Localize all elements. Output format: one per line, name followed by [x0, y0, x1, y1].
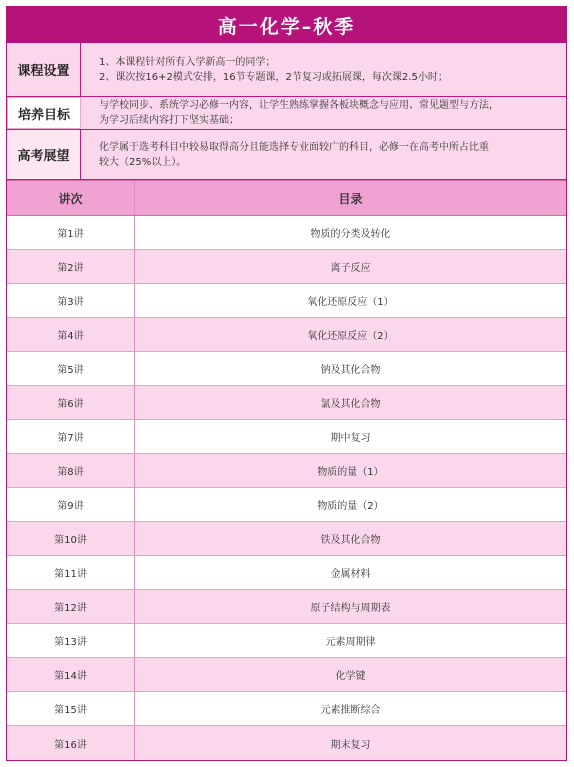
- lesson-number: 第3讲: [7, 284, 135, 317]
- info-label: 课程设置: [7, 43, 81, 96]
- lesson-topic: 原子结构与周期表: [310, 603, 391, 614]
- lesson-topic: 离子反应: [330, 263, 371, 274]
- table-row: [7, 352, 566, 386]
- table-row: [7, 454, 566, 488]
- info-block-outlook: [7, 130, 566, 180]
- lesson-topic: 氯及其化合物: [320, 399, 381, 410]
- lesson-number: 第14讲: [7, 658, 135, 691]
- lesson-number: 第9讲: [7, 488, 135, 521]
- lesson-topic: 元素周期律: [325, 637, 376, 648]
- lesson-table: [7, 216, 566, 760]
- table-row: [7, 692, 566, 726]
- table-row: [7, 556, 566, 590]
- table-row: [7, 658, 566, 692]
- table-row: [7, 726, 566, 760]
- lesson-topic: 物质的量（1）: [317, 467, 384, 478]
- lesson-topic: 铁及其化合物: [320, 535, 381, 546]
- table-header: [7, 180, 566, 216]
- lesson-topic: 期中复习: [330, 433, 371, 444]
- lesson-number: 第8讲: [7, 454, 135, 487]
- lesson-topic: 化学键: [335, 671, 366, 682]
- lesson-topic: 钠及其化合物: [320, 365, 381, 376]
- table-row: [7, 386, 566, 420]
- lesson-number: 第2讲: [7, 250, 135, 283]
- course-sheet: [6, 6, 567, 761]
- table-row: [7, 420, 566, 454]
- column-header-contents: 目录: [338, 191, 363, 206]
- lesson-number: 第11讲: [7, 556, 135, 589]
- table-row: [7, 216, 566, 250]
- lesson-topic: 氧化还原反应（2）: [307, 331, 394, 342]
- info-line: 化学属于选考科目中较易取得高分且能选择专业面较广的科目，必修一在高考中所占比重: [99, 141, 489, 153]
- info-line: 1、本课程针对所有入学新高一的同学；: [99, 56, 276, 68]
- info-label: 培养目标: [7, 97, 81, 129]
- lesson-number: 第13讲: [7, 624, 135, 657]
- info-block-course-setup: [7, 43, 566, 97]
- lesson-number: 第6讲: [7, 386, 135, 419]
- lesson-number: 第10讲: [7, 522, 135, 555]
- info-line: 2、课次按16+2模式安排，16节专题课，2节复习或拓展课，每次课2.5小时；: [99, 71, 448, 83]
- lesson-number: 第1讲: [7, 216, 135, 249]
- table-row: [7, 284, 566, 318]
- info-text: [81, 130, 566, 179]
- lesson-number: 第16讲: [7, 726, 135, 760]
- info-line: 为学习后续内容打下坚实基础；: [99, 115, 239, 126]
- table-row: [7, 522, 566, 556]
- table-row: [7, 624, 566, 658]
- lesson-topic: 金属材料: [330, 569, 371, 580]
- table-row: [7, 488, 566, 522]
- lesson-topic: 期末复习: [330, 739, 371, 751]
- lesson-topic: 元素推断综合: [320, 705, 381, 716]
- lesson-number: 第5讲: [7, 352, 135, 385]
- lesson-number: 第15讲: [7, 692, 135, 725]
- info-block-goal: [7, 97, 566, 130]
- info-line: 与学校同步、系统学习必修一内容，让学生熟练掌握各板块概念与应用、常见题型与方法，: [99, 100, 499, 111]
- lesson-number: 第4讲: [7, 318, 135, 351]
- lesson-topic: 物质的量（2）: [317, 501, 384, 512]
- lesson-number: 第12讲: [7, 590, 135, 623]
- table-row: [7, 590, 566, 624]
- table-row: [7, 318, 566, 352]
- info-text: [81, 97, 566, 129]
- page-title: 高一化学–秋季: [7, 7, 566, 43]
- column-header-lesson: 讲次: [7, 181, 135, 215]
- lesson-topic: 氧化还原反应（1）: [307, 297, 394, 308]
- lesson-number: 第7讲: [7, 420, 135, 453]
- info-text: [81, 43, 566, 96]
- table-row: [7, 250, 566, 284]
- info-label: 高考展望: [7, 130, 81, 179]
- lesson-topic: 物质的分类及转化: [310, 229, 391, 240]
- info-line: 较大（25%以上）。: [99, 156, 187, 168]
